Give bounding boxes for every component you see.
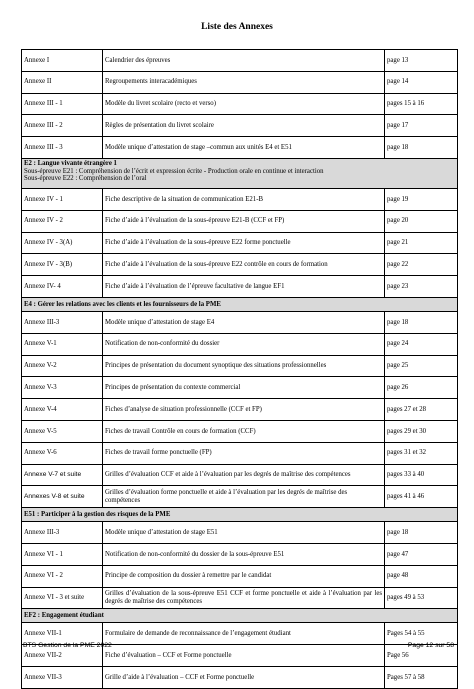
section-title: E2 : Langue vivante étrangère 1 <box>24 159 117 167</box>
annex-page: page 22 <box>385 254 458 276</box>
table-row <box>22 50 458 72</box>
annex-page: page 18 <box>385 522 458 544</box>
annex-page: pages 27 et 28 <box>385 399 458 421</box>
annex-page: page 25 <box>385 355 458 377</box>
annex-description: Grilles d’évaluation forme ponctuelle et aide à l’évaluation par les degrés de maîtrise des compétences <box>103 486 385 508</box>
annex-table <box>21 49 458 689</box>
annex-description: Grilles d’évaluation CCF et aide à l’évaluation par les degrés de maîtrise des compétences <box>103 464 385 486</box>
annex-description: Grilles d’évaluation de la sous-épreuve E51 CCF et forme ponctuelle et aide à l’évaluation par les degrés de maîtrise des compétences <box>103 587 385 609</box>
table-row <box>22 311 458 333</box>
annex-page: page 26 <box>385 377 458 399</box>
annex-label: Annexe V-7 et suite <box>22 464 103 486</box>
annex-page: pages 49 à 53 <box>385 587 458 609</box>
annex-page: page 18 <box>385 137 458 159</box>
annex-label: Annexe V-1 <box>22 333 103 355</box>
table-row <box>22 276 458 298</box>
table-row <box>22 355 458 377</box>
table-row <box>22 565 458 587</box>
section-header <box>22 508 458 522</box>
annex-description: Fiches de travail forme ponctuelle (FP) <box>103 442 385 464</box>
table-row <box>22 93 458 115</box>
page-footer <box>23 642 454 649</box>
annex-label: Annexe III-3 <box>22 522 103 544</box>
annex-page: page 21 <box>385 232 458 254</box>
annex-page: Page 56 <box>385 645 458 667</box>
table-row <box>22 210 458 232</box>
section-header <box>22 297 458 311</box>
annex-label: Annexe V-4 <box>22 399 103 421</box>
annex-description: Fiches d’analyse de situation professionnelle (CCF et FP) <box>103 399 385 421</box>
table-row <box>22 543 458 565</box>
annex-label: Annexe I <box>22 50 103 72</box>
table-row <box>22 115 458 137</box>
annex-description: Fiche descriptive de la situation de communication E21-B <box>103 188 385 210</box>
section-title: E51 : Participer à la gestion des risques de la PME <box>24 510 171 518</box>
table-row <box>22 137 458 159</box>
annex-label: Annexe VI - 2 <box>22 565 103 587</box>
table-row <box>22 522 458 544</box>
annex-page: pages 31 et 32 <box>385 442 458 464</box>
footer-page-number: Page 12 sur 58 <box>407 642 454 649</box>
annex-description: Modèle unique d’attestation de stage E4 <box>103 311 385 333</box>
annex-description: Fiche d’aide à l’évaluation de l’épreuve facultative de langue EF1 <box>103 276 385 298</box>
table-row <box>22 666 458 688</box>
annex-label: Annexe VII-2 <box>22 645 103 667</box>
annex-page: pages 15 à 16 <box>385 93 458 115</box>
annex-description: Principe de composition du dossier à remettre par le candidat <box>103 565 385 587</box>
annex-description: Modèle unique d’attestation de stage E51 <box>103 522 385 544</box>
annex-page: page 14 <box>385 71 458 93</box>
annex-description: Modèle du livret scolaire (recto et verso) <box>103 93 385 115</box>
section-header <box>22 158 458 188</box>
section-title: EF2 : Engagement étudiant <box>24 612 104 620</box>
footer-document-title: BTS Gestion de la PME 2022 <box>23 642 112 649</box>
annex-page: Pages 57 à 58 <box>385 666 458 688</box>
annex-label: Annexe III - 1 <box>22 93 103 115</box>
table-row <box>22 486 458 508</box>
annex-table-body <box>22 50 458 689</box>
annex-page: pages 33 à 40 <box>385 464 458 486</box>
section-title: E4 : Gérer les relations avec les clients et les fournisseurs de la PME <box>24 300 221 308</box>
annex-page: page 23 <box>385 276 458 298</box>
annex-page: page 47 <box>385 543 458 565</box>
annex-label: Annexe VII-3 <box>22 666 103 688</box>
annex-label: Annexes V-8 et suite <box>22 486 103 508</box>
annex-description: Fiche d’aide à l’évaluation de la sous-épreuve E22 contrôle en cours de formation <box>103 254 385 276</box>
table-row <box>22 188 458 210</box>
annex-label: Annexe VI - 3 et suite <box>22 587 103 609</box>
annex-label: Annexe VII-1 <box>22 623 103 645</box>
annex-page: page 13 <box>385 50 458 72</box>
annex-description: Notification de non-conformité du dossier de la sous-épreuve E51 <box>103 543 385 565</box>
table-row <box>22 399 458 421</box>
section-subtitle: Sous-épreuve E22 : Compréhension de l’oral <box>24 175 147 183</box>
annex-page: page 48 <box>385 565 458 587</box>
annex-label: Annexe V-6 <box>22 442 103 464</box>
table-row <box>22 333 458 355</box>
annex-description: Grille d’aide à l’évaluation – CCF et Forme ponctuelle <box>103 666 385 688</box>
annex-label: Annexe III - 2 <box>22 115 103 137</box>
annex-description: Principes de présentation du document synoptique des situations professionnelles <box>103 355 385 377</box>
section-header-row <box>22 609 458 623</box>
annex-label: Annexe IV - 3(B) <box>22 254 103 276</box>
section-header-row <box>22 297 458 311</box>
annex-description: Modèle unique d’attestation de stage –commun aux unités E4 et E51 <box>103 137 385 159</box>
annex-label: Annexe IV - 2 <box>22 210 103 232</box>
annex-description: Règles de présentation du livret scolaire <box>103 115 385 137</box>
annex-description: Fiche d’aide à l’évaluation de la sous-épreuve E21-B (CCF et FP) <box>103 210 385 232</box>
annex-description: Regroupements interacadémiques <box>103 71 385 93</box>
annex-page: Pages 54 à 55 <box>385 623 458 645</box>
annex-description: Calendrier des épreuves <box>103 50 385 72</box>
table-row <box>22 377 458 399</box>
annex-label: Annexe III-3 <box>22 311 103 333</box>
annex-description: Formulaire de demande de reconnaissance de l’engagement étudiant <box>103 623 385 645</box>
annex-label: Annexe VI - 1 <box>22 543 103 565</box>
table-row <box>22 442 458 464</box>
annex-label: Annexe V-2 <box>22 355 103 377</box>
section-header-row <box>22 158 458 188</box>
table-row <box>22 71 458 93</box>
annex-description: Fiche d’aide à l’évaluation de la sous-épreuve E22 forme ponctuelle <box>103 232 385 254</box>
table-row <box>22 587 458 609</box>
annex-label: Annexe IV - 3(A) <box>22 232 103 254</box>
annex-description: Principes de présentation du contexte commercial <box>103 377 385 399</box>
section-header-row <box>22 508 458 522</box>
annex-page: page 19 <box>385 188 458 210</box>
section-header <box>22 609 458 623</box>
annex-page: page 17 <box>385 115 458 137</box>
annex-label: Annexe IV - 1 <box>22 188 103 210</box>
annex-description: Fiches de travail Contrôle en cours de formation (CCF) <box>103 420 385 442</box>
annex-page: page 20 <box>385 210 458 232</box>
table-row <box>22 420 458 442</box>
annex-description: Fiche d’évaluation – CCF et Forme ponctuelle <box>103 645 385 667</box>
annex-page: pages 41 à 46 <box>385 486 458 508</box>
table-row <box>22 232 458 254</box>
table-row <box>22 254 458 276</box>
annex-label: Annexe V-5 <box>22 420 103 442</box>
annex-page: page 18 <box>385 311 458 333</box>
section-subtitle: Sous-épreuve E21 : Compréhension de l’écrit et expression écrite - Production orale en continue et interaction <box>24 167 324 175</box>
page-title: Liste des Annexes <box>201 22 273 32</box>
annex-description: Notification de non-conformité du dossier <box>103 333 385 355</box>
annex-label: Annexe IV- 4 <box>22 276 103 298</box>
annex-page: pages 29 et 30 <box>385 420 458 442</box>
annex-label: Annexe II <box>22 71 103 93</box>
annex-page: page 24 <box>385 333 458 355</box>
annex-label: Annexe V-3 <box>22 377 103 399</box>
annex-label: Annexe III - 3 <box>22 137 103 159</box>
table-row <box>22 464 458 486</box>
